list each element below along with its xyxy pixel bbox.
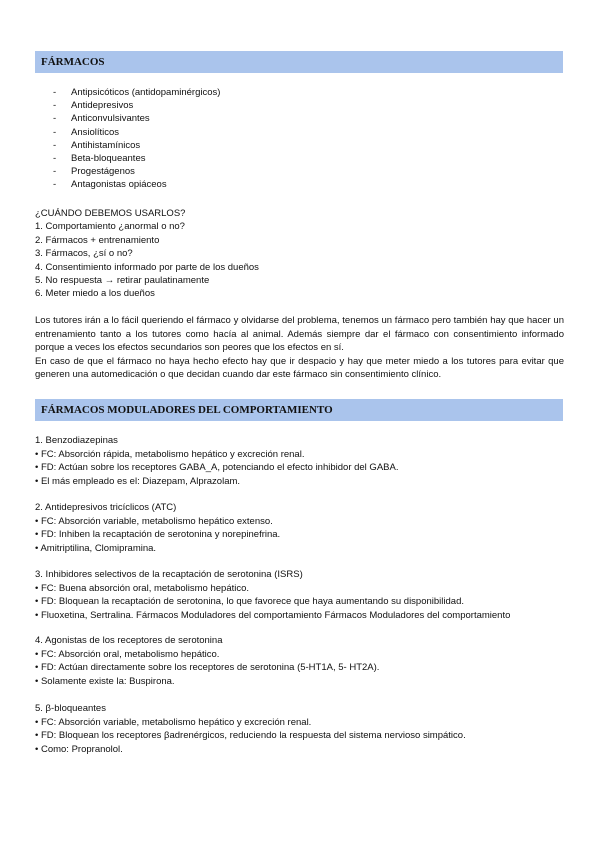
- drug-group-atc: [35, 501, 565, 555]
- drug-line: • Fluoxetina, Sertralina. Fármacos Moduladores del comportamiento Fármacos Moduladores del comportamiento: [35, 609, 511, 621]
- drug-line: • FD: Bloquean los receptores βadrenérgicos, reduciendo la respuesta del sistema nervioso simpático.: [35, 730, 466, 742]
- drug-line: • El más empleado es el: Diazepam, Alprazolam.: [35, 475, 241, 487]
- cuando-step: 6. Meter miedo a los dueños: [35, 288, 155, 300]
- farmacos-list: [53, 86, 220, 192]
- cuando-step: 5. No respuesta → retirar paulatinamente: [35, 275, 210, 287]
- drug-line: • FD: Inhiben la recaptación de serotonina y norepinefrina.: [35, 529, 281, 541]
- drug-group-isrs: [35, 568, 565, 622]
- drug-line: • Solamente existe la: Buspirona.: [35, 675, 175, 687]
- drug-group-title: 5. β-bloqueantes: [35, 703, 106, 714]
- paragraph: En caso de que el fármaco no haya hecho efecto hay que ir despacio y hay que meter miedo a los tutores para evitar que generen una automedicación o que decidan cuando dar este fármaco sin consentimiento clínico.: [35, 355, 564, 380]
- cuando-step: 4. Consentimiento informado por parte de los dueños: [35, 261, 259, 273]
- drug-line: • FC: Buena absorción oral, metabolismo hepático.: [35, 582, 250, 594]
- drug-line: • FC: Absorción rápida, metabolismo hepático y excreción renal.: [35, 448, 305, 460]
- section-header-farmacos: FÁRMACOS: [35, 51, 563, 73]
- cuando-step: 3. Fármacos, ¿sí o no?: [35, 248, 133, 260]
- list-item: - Ansiolíticos: [53, 126, 120, 138]
- drug-group-benzodiazepinas: [35, 434, 565, 488]
- cuando-question: ¿CUÁNDO DEBEMOS USARLOS?: [35, 208, 186, 219]
- list-item: - Antidepresivos: [53, 100, 134, 112]
- drug-line: • FD: Actúan directamente sobre los receptores de serotonina (5-HT1A, 5- HT2A).: [35, 662, 380, 674]
- drug-line: • FC: Absorción oral, metabolismo hepático.: [35, 648, 220, 660]
- drug-group-beta-bloqueantes: [35, 702, 565, 756]
- cuando-block: [35, 207, 565, 301]
- paragraph: Los tutores irán a lo fácil queriendo el fármaco y olvidarse del problema, tenemos un fármaco pero también hay que hacer un entrenamiento tanto a los tutores como hacía al animal. Además siempre dar el fármaco con consentimiento informado porque a veces los efectos secundarios son peores que los efectos en sí.: [35, 315, 564, 353]
- list-item: - Antagonistas opiáceos: [53, 179, 167, 191]
- drug-line: • FD: Bloquean la recaptación de serotonina, lo que favorece que haya aumentando su disponibilidad.: [35, 596, 465, 608]
- section-header-moduladores: FÁRMACOS MODULADORES DEL COMPORTAMIENTO: [35, 399, 563, 421]
- cuando-step: 2. Fármacos + entrenamiento: [35, 234, 160, 246]
- drug-group-agonistas: [35, 634, 565, 688]
- list-item: - Antipsicóticos (antidopaminérgicos): [53, 87, 221, 98]
- drug-line: • FC: Absorción variable, metabolismo hepático y excreción renal.: [35, 716, 312, 728]
- drug-line: • Como: Propranolol.: [35, 743, 123, 755]
- list-item: - Antihistamínicos: [53, 139, 141, 151]
- cuando-step: 1. Comportamiento ¿anormal o no?: [35, 221, 185, 233]
- drug-group-title: 1. Benzodiazepinas: [35, 435, 118, 446]
- explanation-paragraphs: [35, 314, 564, 382]
- drug-group-title: 2. Antidepresivos tricíclicos (ATC): [35, 502, 177, 513]
- drug-group-title: 3. Inhibidores selectivos de la recaptación de serotonina (ISRS): [35, 569, 303, 580]
- drug-group-title: 4. Agonistas de los receptores de serotonina: [35, 635, 223, 646]
- list-item: - Anticonvulsivantes: [53, 113, 150, 125]
- drug-line: • FD: Actúan sobre los receptores GABA_A, potenciando el efecto inhibidor del GABA.: [35, 462, 399, 474]
- list-item: - Beta-bloqueantes: [53, 153, 146, 165]
- list-item: - Progestágenos: [53, 166, 135, 178]
- drug-line: • FC: Absorción variable, metabolismo hepático extenso.: [35, 515, 273, 527]
- drug-line: • Amitriptilina, Clomipramina.: [35, 542, 157, 554]
